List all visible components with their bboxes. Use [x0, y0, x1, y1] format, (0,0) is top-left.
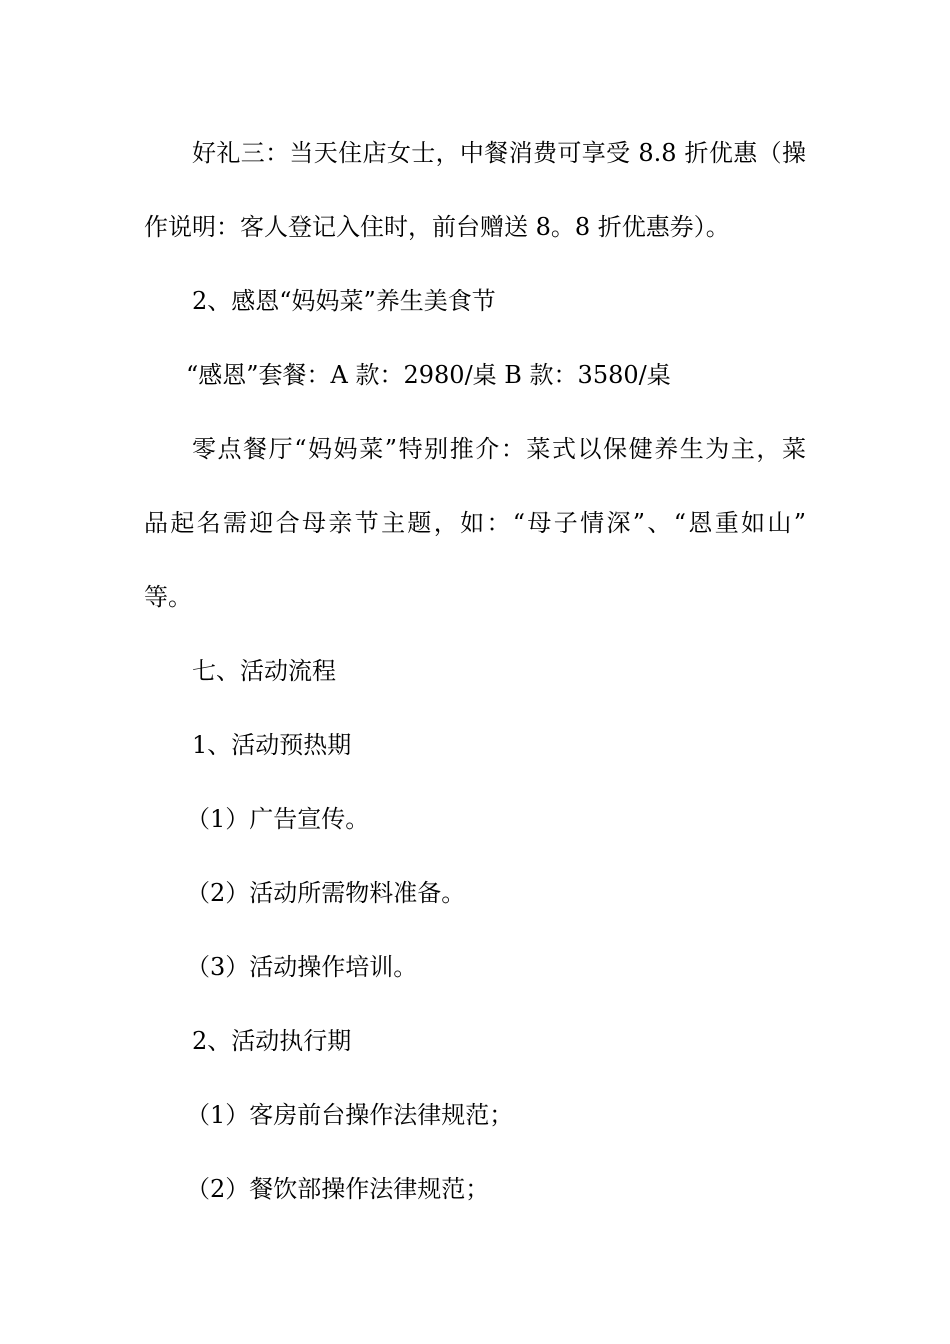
paragraph-set-menu-prices: “感恩”套餐：A 款：2980/桌 B 款：3580/桌: [186, 361, 671, 389]
list-item-materials: （2）活动所需物料准备。: [186, 879, 466, 907]
list-item-advertising: （1）广告宣传。: [186, 805, 370, 833]
paragraph-mama-dishes-line-2: 品起名需迎合母亲节主题，如：“母子情深”、“恩重如山”: [144, 509, 806, 537]
paragraph-gift-three-line-1: 好礼三：当天住店女士，中餐消费可享受 8.8 折优惠（操: [192, 139, 806, 167]
paragraph-mama-dishes-line-3: 等。: [144, 583, 192, 611]
paragraph-gift-three-line-2: 作说明：客人登记入住时，前台赠送 8。8 折优惠券）。: [144, 213, 730, 241]
heading-execution-period: 2、活动执行期: [192, 1027, 352, 1055]
list-item-front-desk: （1）客房前台操作法律规范；: [186, 1101, 514, 1129]
paragraph-mama-dishes-line-1: 零点餐厅“妈妈菜”特别推介：菜式以保健养生为主，菜: [192, 435, 806, 463]
heading-activity-process: 七、活动流程: [192, 657, 336, 685]
heading-warmup-period: 1、活动预热期: [192, 731, 352, 759]
list-item-catering: （2）餐饮部操作法律规范；: [186, 1175, 490, 1203]
heading-food-festival: 2、感恩“妈妈菜”养生美食节: [192, 287, 496, 315]
list-item-training: （3）活动操作培训。: [186, 953, 418, 981]
